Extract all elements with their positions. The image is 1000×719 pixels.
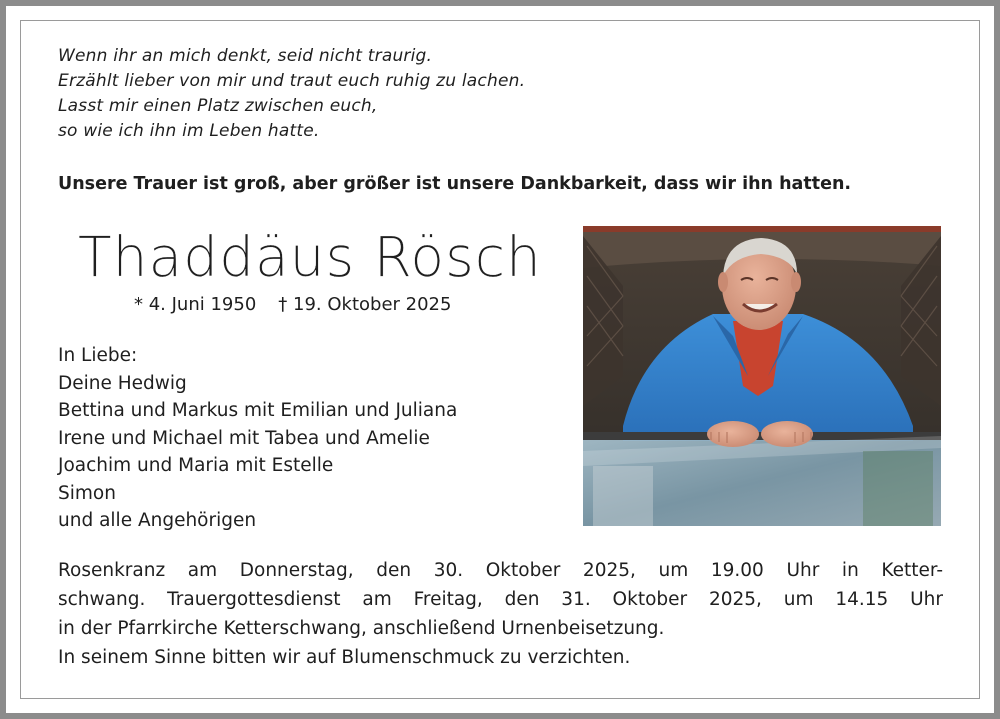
obituary-card [6, 6, 994, 713]
notice-line: In seinem Sinne bitten wir auf Blumenschmuck zu verzichten. [58, 647, 631, 668]
poem-line: Wenn ihr an mich denkt, seid nicht traurig. [58, 46, 433, 66]
service-notice [58, 556, 943, 672]
notice-line: in der Pfarrkirche Ketterschwang, anschließend Urnenbeisetzung. [58, 618, 665, 639]
poem-line: Lasst mir einen Platz zwischen euch, [58, 96, 378, 116]
death-date: † 19. Oktober 2025 [278, 294, 452, 315]
portrait-illustration [583, 226, 941, 526]
family-line: In Liebe: [58, 345, 138, 366]
family-line: und alle Angehörigen [58, 510, 257, 531]
motto: Unsere Trauer ist groß, aber größer ist unsere Dankbarkeit, dass wir ihn hatten. [58, 174, 852, 194]
family-line: Bettina und Markus mit Emilian und Juliana [58, 400, 458, 421]
poem-line: so wie ich ihn im Leben hatte. [58, 121, 320, 141]
family-line: Irene und Michael mit Tabea und Amelie [58, 427, 430, 449]
family-line: Simon [58, 482, 116, 504]
poem-line: Erzählt lieber von mir und traut euch ruhig zu lachen. [58, 71, 526, 91]
birth-date: * 4. Juni 1950 [134, 294, 257, 315]
portrait-photo [583, 226, 941, 526]
poem [58, 44, 758, 144]
deceased-name: Thaddäus Rösch [78, 225, 542, 289]
family-line: Joachim und Maria mit Estelle [58, 455, 334, 476]
family-list [58, 342, 578, 535]
notice-line: schwang. Trauergottesdienst am Freitag, den 31. Oktober 2025, um 14.15 Uhr [58, 589, 943, 610]
life-dates [134, 292, 574, 318]
family-line: Deine Hedwig [58, 372, 187, 394]
notice-line: Rosenkranz am Donnerstag, den 30. Oktober 2025, um 19.00 Uhr in Ketter- [58, 560, 943, 581]
